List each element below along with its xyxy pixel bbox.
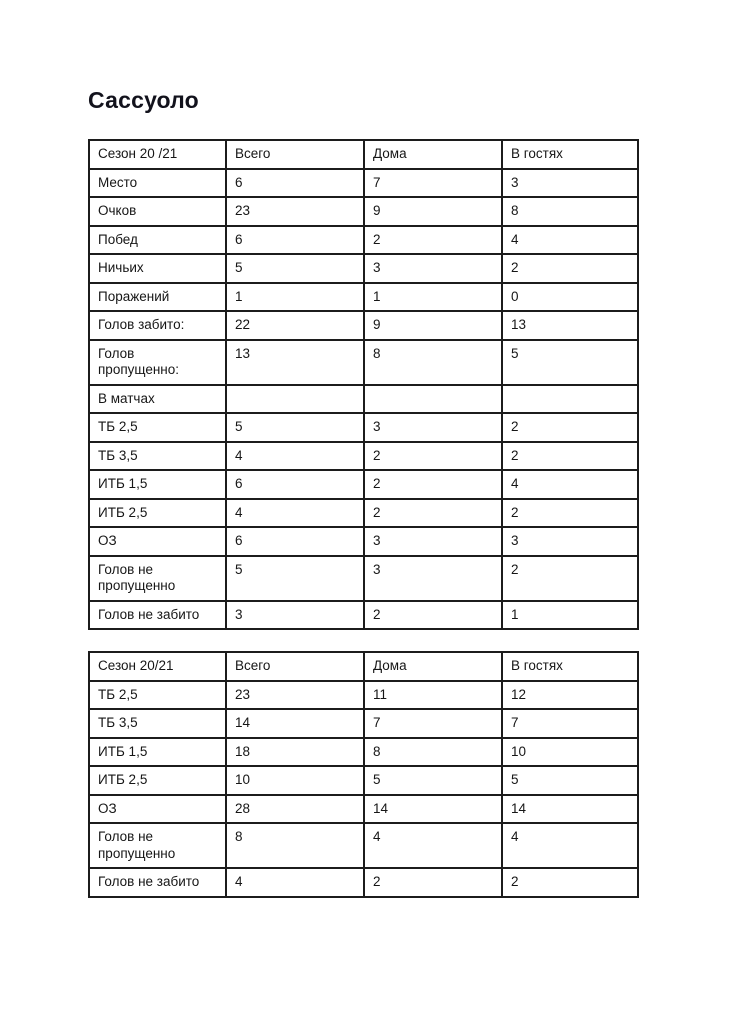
value-cell: 3 xyxy=(364,527,502,556)
table-row xyxy=(89,197,638,226)
row-label-cell: ТБ 2,5 xyxy=(89,413,226,442)
column-header: Всего xyxy=(226,652,364,681)
row-label-cell: Голов пропущенно: xyxy=(89,340,226,385)
value-cell: 0 xyxy=(502,283,638,312)
column-header: В гостях xyxy=(502,652,638,681)
value-cell: 14 xyxy=(364,795,502,824)
table-row xyxy=(89,556,638,601)
column-header: Сезон 20 /21 xyxy=(89,140,226,169)
value-cell: 2 xyxy=(502,868,638,897)
table-row xyxy=(89,226,638,255)
table-row xyxy=(89,254,638,283)
value-cell: 28 xyxy=(226,795,364,824)
table-row xyxy=(89,499,638,528)
table-row xyxy=(89,868,638,897)
table-row xyxy=(89,442,638,471)
row-label-cell: Поражений xyxy=(89,283,226,312)
value-cell: 1 xyxy=(364,283,502,312)
table-row xyxy=(89,601,638,630)
value-cell: 8 xyxy=(364,738,502,767)
row-label-cell: Голов не забито xyxy=(89,868,226,897)
value-cell: 2 xyxy=(502,442,638,471)
row-label-cell: ИТБ 2,5 xyxy=(89,766,226,795)
value-cell: 2 xyxy=(364,470,502,499)
value-cell: 10 xyxy=(226,766,364,795)
row-label-cell: Побед xyxy=(89,226,226,255)
table-row xyxy=(89,340,638,385)
value-cell xyxy=(364,385,502,414)
value-cell: 23 xyxy=(226,681,364,710)
table-row xyxy=(89,470,638,499)
value-cell: 4 xyxy=(502,226,638,255)
value-cell: 2 xyxy=(502,254,638,283)
season-stats-table-1 xyxy=(88,139,639,630)
table-row xyxy=(89,823,638,868)
table-row xyxy=(89,169,638,198)
value-cell: 2 xyxy=(364,601,502,630)
value-cell: 5 xyxy=(226,254,364,283)
value-cell: 23 xyxy=(226,197,364,226)
value-cell: 8 xyxy=(502,197,638,226)
column-header: Всего xyxy=(226,140,364,169)
table-row xyxy=(89,766,638,795)
value-cell: 5 xyxy=(502,766,638,795)
value-cell: 6 xyxy=(226,169,364,198)
table-row xyxy=(89,283,638,312)
row-label-cell: ТБ 3,5 xyxy=(89,709,226,738)
value-cell: 3 xyxy=(502,169,638,198)
value-cell: 3 xyxy=(364,413,502,442)
value-cell: 3 xyxy=(364,254,502,283)
value-cell: 14 xyxy=(226,709,364,738)
value-cell: 4 xyxy=(364,823,502,868)
row-label-cell: Голов не забито xyxy=(89,601,226,630)
table-row xyxy=(89,311,638,340)
tables-container xyxy=(88,139,730,898)
value-cell: 4 xyxy=(502,823,638,868)
column-header: Сезон 20/21 xyxy=(89,652,226,681)
row-label-cell: ОЗ xyxy=(89,795,226,824)
value-cell: 2 xyxy=(502,499,638,528)
value-cell: 3 xyxy=(502,527,638,556)
value-cell: 6 xyxy=(226,470,364,499)
value-cell: 10 xyxy=(502,738,638,767)
value-cell: 5 xyxy=(502,340,638,385)
table-row xyxy=(89,385,638,414)
value-cell: 3 xyxy=(364,556,502,601)
value-cell: 13 xyxy=(502,311,638,340)
row-label-cell: Очков xyxy=(89,197,226,226)
season-stats-table-2 xyxy=(88,651,639,898)
value-cell: 9 xyxy=(364,311,502,340)
value-cell: 13 xyxy=(226,340,364,385)
row-label-cell: Голов не пропущенно xyxy=(89,823,226,868)
header-row xyxy=(89,140,638,169)
value-cell xyxy=(226,385,364,414)
value-cell xyxy=(502,385,638,414)
table-row xyxy=(89,738,638,767)
header-row xyxy=(89,652,638,681)
row-label-cell: ТБ 2,5 xyxy=(89,681,226,710)
value-cell: 4 xyxy=(226,499,364,528)
value-cell: 2 xyxy=(364,226,502,255)
table-row xyxy=(89,413,638,442)
row-label-cell: ТБ 3,5 xyxy=(89,442,226,471)
value-cell: 18 xyxy=(226,738,364,767)
value-cell: 2 xyxy=(502,556,638,601)
row-label-cell: Ничьих xyxy=(89,254,226,283)
value-cell: 5 xyxy=(364,766,502,795)
value-cell: 1 xyxy=(226,283,364,312)
column-header: Дома xyxy=(364,652,502,681)
row-label-cell: ИТБ 1,5 xyxy=(89,738,226,767)
row-label-cell: ИТБ 1,5 xyxy=(89,470,226,499)
value-cell: 5 xyxy=(226,413,364,442)
value-cell: 7 xyxy=(502,709,638,738)
value-cell: 8 xyxy=(364,340,502,385)
value-cell: 7 xyxy=(364,709,502,738)
page-title: Сассуоло xyxy=(88,87,199,113)
column-header: Дома xyxy=(364,140,502,169)
column-header: В гостях xyxy=(502,140,638,169)
value-cell: 2 xyxy=(364,868,502,897)
value-cell: 22 xyxy=(226,311,364,340)
value-cell: 6 xyxy=(226,527,364,556)
row-label-cell: В матчах xyxy=(89,385,226,414)
value-cell: 4 xyxy=(226,868,364,897)
value-cell: 3 xyxy=(226,601,364,630)
value-cell: 14 xyxy=(502,795,638,824)
table-row xyxy=(89,709,638,738)
value-cell: 6 xyxy=(226,226,364,255)
table-row xyxy=(89,527,638,556)
value-cell: 2 xyxy=(502,413,638,442)
row-label-cell: Голов забито: xyxy=(89,311,226,340)
value-cell: 9 xyxy=(364,197,502,226)
row-label-cell: ОЗ xyxy=(89,527,226,556)
value-cell: 2 xyxy=(364,499,502,528)
table-row xyxy=(89,795,638,824)
value-cell: 12 xyxy=(502,681,638,710)
value-cell: 7 xyxy=(364,169,502,198)
value-cell: 4 xyxy=(226,442,364,471)
row-label-cell: Голов не пропущенно xyxy=(89,556,226,601)
value-cell: 1 xyxy=(502,601,638,630)
value-cell: 11 xyxy=(364,681,502,710)
value-cell: 8 xyxy=(226,823,364,868)
row-label-cell: Место xyxy=(89,169,226,198)
value-cell: 5 xyxy=(226,556,364,601)
value-cell: 4 xyxy=(502,470,638,499)
row-label-cell: ИТБ 2,5 xyxy=(89,499,226,528)
value-cell: 2 xyxy=(364,442,502,471)
table-row xyxy=(89,681,638,710)
